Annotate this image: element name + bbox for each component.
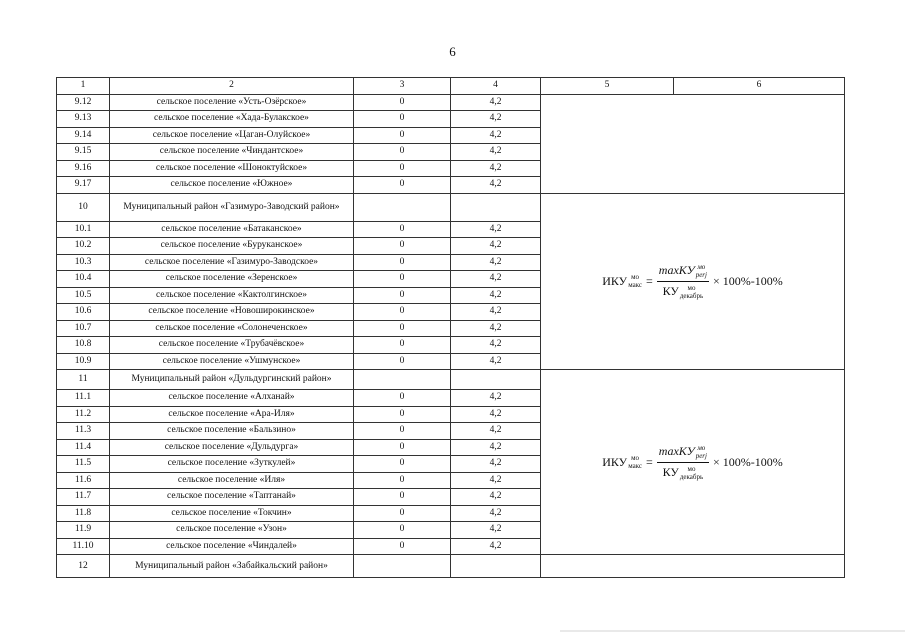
value-col3: 0: [354, 423, 451, 440]
value-col3: 0: [354, 489, 451, 506]
header-cell: 2: [110, 78, 354, 95]
value-col3: 0: [354, 456, 451, 473]
header-cell: 4: [451, 78, 541, 95]
row-number: 11.2: [57, 406, 110, 423]
settlement-name: сельское поселение «Газимуро-Заводское»: [110, 254, 354, 271]
header-cell: 5: [541, 78, 674, 95]
value-col4: 4,2: [451, 390, 541, 407]
formula-denominator: [661, 463, 706, 481]
settlement-name: сельское поселение «Чиндантское»: [110, 144, 354, 161]
settlement-name: сельское поселение «Зеренское»: [110, 271, 354, 288]
row-number: 10.7: [57, 320, 110, 337]
value-col3: 0: [354, 522, 451, 539]
value-col4: 4,2: [451, 337, 541, 354]
formula-lhs-main: ИКУ: [602, 454, 628, 469]
row-number: 9.17: [57, 177, 110, 194]
value-col3: 0: [354, 144, 451, 161]
settlement-name: сельское поселение «Трубачёвское»: [110, 337, 354, 354]
value-col4: 4,2: [451, 439, 541, 456]
row-number: 11.7: [57, 489, 110, 506]
header-cell: 6: [674, 78, 845, 95]
formula-num-sup: мо: [697, 262, 706, 271]
row-number: 10.1: [57, 221, 110, 238]
formula-tail: × 100%-100%: [712, 454, 783, 469]
settlement-name: сельское поселение «Зуткулей»: [110, 456, 354, 473]
empty-cell: [451, 370, 541, 390]
value-col4: 4,2: [451, 505, 541, 522]
data-table: [56, 77, 845, 578]
settlement-name: сельское поселение «Кактолгинское»: [110, 287, 354, 304]
value-col4: 4,2: [451, 127, 541, 144]
district-number: 12: [57, 555, 110, 578]
row-number: 9.12: [57, 94, 110, 111]
formula-lhs-sub: макс: [628, 281, 643, 290]
formula-den-main: КУ: [662, 465, 679, 479]
formula-num-indices: [696, 263, 707, 279]
row-number: 11.3: [57, 423, 110, 440]
settlement-name: сельское поселение «Узон»: [110, 522, 354, 539]
value-col4: 4,2: [451, 287, 541, 304]
settlement-name: сельское поселение «Батаканское»: [110, 221, 354, 238]
value-col4: 4,2: [451, 353, 541, 370]
value-col4: 4,2: [451, 111, 541, 128]
row-number: 9.15: [57, 144, 110, 161]
formula-numerator: [657, 444, 709, 463]
table-body: [57, 78, 845, 578]
formula-numerator: [657, 263, 709, 282]
value-col3: 0: [354, 238, 451, 255]
settlement-name: сельское поселение «Буруканское»: [110, 238, 354, 255]
district-row: [57, 370, 845, 390]
empty-cell: [354, 370, 451, 390]
row-number: 11.1: [57, 390, 110, 407]
row-number: 9.13: [57, 111, 110, 128]
formula-lhs-sub: макс: [628, 462, 643, 470]
value-col3: 0: [354, 406, 451, 423]
value-col3: 0: [354, 271, 451, 288]
formula-lhs: [602, 273, 642, 289]
value-col3: 0: [354, 160, 451, 177]
formula-fraction: [657, 263, 709, 300]
value-col3: 0: [354, 472, 451, 489]
value-col4: 4,2: [451, 238, 541, 255]
value-col3: 0: [354, 304, 451, 321]
scan-edge-mark: [560, 630, 905, 632]
settlement-name: сельское поселение «Южное»: [110, 177, 354, 194]
empty-cell: [451, 555, 541, 578]
value-col4: 4,2: [451, 304, 541, 321]
empty-cell: [354, 193, 451, 221]
value-col4: 4,2: [451, 254, 541, 271]
formula-lhs-main: ИКУ: [602, 273, 628, 288]
value-col3: 0: [354, 177, 451, 194]
value-col4: 4,2: [451, 456, 541, 473]
value-col4: 4,2: [451, 160, 541, 177]
formula-lhs-indices: [628, 454, 642, 470]
district-row: [57, 555, 845, 578]
row-number: 11.10: [57, 538, 110, 555]
value-col4: 4,2: [451, 94, 541, 111]
formula-num-sub: perj: [695, 270, 707, 279]
table-row: [57, 94, 845, 111]
row-number: 11.8: [57, 505, 110, 522]
row-number: 11.4: [57, 439, 110, 456]
value-col3: 0: [354, 94, 451, 111]
row-number: 10.3: [57, 254, 110, 271]
formula-den-sup: мо: [687, 464, 696, 473]
settlement-name: сельское поселение «Солонеченское»: [110, 320, 354, 337]
empty-cell: [541, 555, 845, 578]
value-col3: 0: [354, 287, 451, 304]
settlement-name: сельское поселение «Чиндалей»: [110, 538, 354, 555]
header-cell: 1: [57, 78, 110, 95]
value-col4: 4,2: [451, 423, 541, 440]
district-name: Муниципальный район «Забайкальский район»: [110, 555, 354, 578]
value-col3: 0: [354, 538, 451, 555]
value-col4: 4,2: [451, 406, 541, 423]
formula-den-sub: декабрь: [679, 472, 704, 481]
formula-num-sup: мо: [697, 443, 706, 452]
row-number: 10.4: [57, 271, 110, 288]
district-number: 11: [57, 370, 110, 390]
formula-num-sub: perj: [695, 451, 707, 460]
value-col3: 0: [354, 353, 451, 370]
row-number: 10.2: [57, 238, 110, 255]
value-col3: 0: [354, 254, 451, 271]
empty-cell: [451, 193, 541, 221]
settlement-name: сельское поселение «Новоширокинское»: [110, 304, 354, 321]
settlement-name: сельское поселение «Иля»: [110, 472, 354, 489]
value-col3: 0: [354, 337, 451, 354]
value-col3: 0: [354, 320, 451, 337]
formula-tail: × 100%-100%: [712, 273, 783, 288]
row-number: 9.16: [57, 160, 110, 177]
district-name: Муниципальный район «Дульдургинский район»: [110, 370, 354, 390]
value-col3: 0: [354, 439, 451, 456]
formula-den-sub: декабрь: [679, 291, 704, 300]
formula-den-indices: [680, 465, 703, 481]
value-col4: 4,2: [451, 271, 541, 288]
empty-cell: [354, 555, 451, 578]
settlement-name: сельское поселение «Ара-Иля»: [110, 406, 354, 423]
formula-den-main: КУ: [662, 284, 679, 299]
value-col3: 0: [354, 221, 451, 238]
value-col4: 4,2: [451, 144, 541, 161]
row-number: 10.6: [57, 304, 110, 321]
settlement-name: сельское поселение «Токчин»: [110, 505, 354, 522]
formula-lhs-sup: мо: [631, 273, 640, 282]
value-col4: 4,2: [451, 489, 541, 506]
formula-equals: =: [646, 273, 653, 288]
settlement-name: сельское поселение «Цаган-Олуйское»: [110, 127, 354, 144]
district-name: Муниципальный район «Газимуро-Заводский район»: [110, 193, 354, 221]
formula-den-sup: мо: [687, 283, 696, 292]
value-col3: 0: [354, 390, 451, 407]
formula-lhs-sup: мо: [631, 454, 640, 462]
row-number: 9.14: [57, 127, 110, 144]
value-col3: 0: [354, 505, 451, 522]
value-col4: 4,2: [451, 221, 541, 238]
formula-lhs-indices: [628, 273, 642, 289]
settlement-name: сельское поселение «Алханай»: [110, 390, 354, 407]
settlement-name: сельское поселение «Бальзино»: [110, 423, 354, 440]
settlement-name: сельское поселение «Шоноктуйское»: [110, 160, 354, 177]
value-col4: 4,2: [451, 472, 541, 489]
formula-num-main: maxКУ: [658, 263, 695, 278]
settlement-name: сельское поселение «Таптанай»: [110, 489, 354, 506]
value-col3: 0: [354, 127, 451, 144]
value-col3: 0: [354, 111, 451, 128]
formula: [602, 263, 782, 300]
header-cell: 3: [354, 78, 451, 95]
row-number: 10.8: [57, 337, 110, 354]
value-col4: 4,2: [451, 522, 541, 539]
value-col4: 4,2: [451, 177, 541, 194]
formula-num-main: maxКУ: [658, 444, 695, 458]
formula-cell: [541, 193, 845, 370]
district-number: 10: [57, 193, 110, 221]
row-number: 11.5: [57, 456, 110, 473]
formula-denominator: [661, 282, 706, 300]
formula-den-indices: [680, 284, 703, 300]
value-col4: 4,2: [451, 538, 541, 555]
row-number: 10.5: [57, 287, 110, 304]
value-col4: 4,2: [451, 320, 541, 337]
page-number: 6: [449, 44, 456, 59]
settlement-name: сельское поселение «Хада-Булакское»: [110, 111, 354, 128]
formula-cell: [541, 370, 845, 555]
formula-lhs: [602, 454, 642, 470]
district-row: [57, 193, 845, 221]
settlement-name: сельское поселение «Усть-Озёрское»: [110, 94, 354, 111]
settlement-name: сельское поселение «Ушмунское»: [110, 353, 354, 370]
formula-equals: =: [646, 454, 653, 469]
row-number: 10.9: [57, 353, 110, 370]
header-row: [57, 78, 845, 95]
row-number: 11.9: [57, 522, 110, 539]
formula: [602, 444, 782, 481]
settlement-name: сельское поселение «Дульдурга»: [110, 439, 354, 456]
formula-num-indices: [696, 444, 707, 460]
formula-fraction: [657, 444, 709, 481]
row-number: 11.6: [57, 472, 110, 489]
merged-empty-cell: [541, 94, 845, 193]
